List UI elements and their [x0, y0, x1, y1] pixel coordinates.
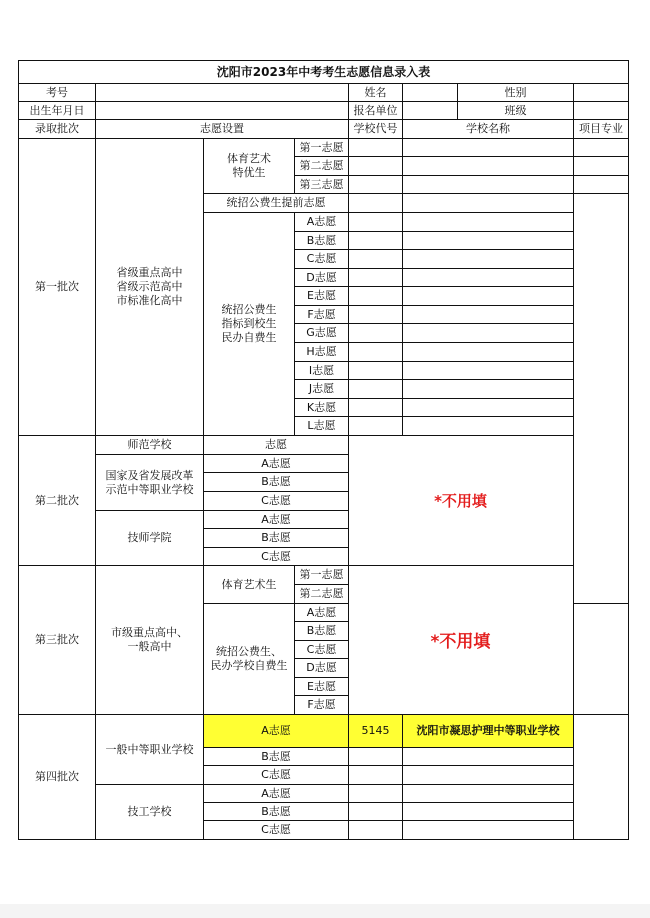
batch3-choice: D志愿	[294, 658, 349, 678]
batch3-choice: B志愿	[294, 621, 349, 641]
school-code-input[interactable]	[348, 820, 403, 840]
batch1-early-label: 统招公费生提前志愿	[203, 193, 349, 213]
school-code-input[interactable]	[348, 138, 403, 157]
birth-field[interactable]	[95, 101, 349, 120]
page-bottom-strip	[0, 904, 650, 918]
batch3-choice: A志愿	[294, 603, 349, 622]
school-code-input[interactable]	[348, 193, 403, 213]
school-code-input[interactable]	[348, 398, 403, 417]
school-name-input[interactable]	[402, 175, 574, 194]
batch1-choice: I志愿	[294, 361, 349, 380]
school-name-input[interactable]	[402, 784, 574, 803]
batch4-voc-choice: B志愿	[203, 747, 349, 766]
school-name-input[interactable]	[402, 342, 574, 362]
batch1-choice: J志愿	[294, 379, 349, 399]
school-name-input[interactable]	[402, 138, 574, 157]
name-label: 姓名	[348, 83, 403, 102]
batch1-choice: L志愿	[294, 416, 349, 436]
school-code-input[interactable]	[348, 342, 403, 362]
school-name-input[interactable]	[402, 379, 574, 399]
batch1-choice: H志愿	[294, 342, 349, 362]
batch1-choice: E志愿	[294, 286, 349, 306]
school-code-input[interactable]	[348, 379, 403, 399]
selected-school-code[interactable]: 5145	[348, 714, 403, 748]
batch3-choice: C志愿	[294, 640, 349, 659]
batch2-tech-choice: C志愿	[203, 547, 349, 566]
batch4-vocational-label: 一般中等职业学校	[95, 714, 204, 785]
batch4-technical-label: 技工学校	[95, 784, 204, 840]
school-code-input[interactable]	[348, 416, 403, 436]
batch2-reform-choice: C志愿	[203, 491, 349, 511]
school-code-input[interactable]	[348, 249, 403, 269]
school-code-input[interactable]	[348, 305, 403, 324]
batch4-tech-choice: B志愿	[203, 802, 349, 821]
batch3-sports-label: 体育艺术生	[203, 565, 295, 604]
form-title: 沈阳市2023年中考考生志愿信息录入表	[18, 60, 629, 84]
school-code-input[interactable]	[348, 747, 403, 766]
school-name-input[interactable]	[402, 286, 574, 306]
school-name-input[interactable]	[402, 398, 574, 417]
reg-unit-label: 报名单位	[348, 101, 403, 120]
school-code-input[interactable]	[348, 361, 403, 380]
batch3-schools: 市级重点高中、 一般高中	[95, 565, 204, 715]
major-column-block	[573, 603, 629, 715]
gender-field[interactable]	[573, 83, 629, 102]
col-batch: 录取批次	[18, 119, 96, 139]
school-name-input[interactable]	[402, 268, 574, 287]
batch1-unified-label: 统招公费生 指标到校生 民办自费生	[203, 212, 295, 436]
batch2-reform-label: 国家及省发展改革 示范中等职业学校	[95, 454, 204, 511]
school-name-input[interactable]	[402, 305, 574, 324]
batch4-tech-choice: C志愿	[203, 820, 349, 840]
school-code-input[interactable]	[348, 175, 403, 194]
batch1-choice: D志愿	[294, 268, 349, 287]
class-label: 班级	[457, 101, 574, 120]
school-code-input[interactable]	[348, 784, 403, 803]
school-code-input[interactable]	[348, 212, 403, 232]
school-name-input[interactable]	[402, 765, 574, 785]
school-code-input[interactable]	[348, 231, 403, 250]
school-name-input[interactable]	[402, 747, 574, 766]
school-name-input[interactable]	[402, 249, 574, 269]
school-name-input[interactable]	[402, 231, 574, 250]
major-input[interactable]	[573, 138, 629, 157]
school-name-input[interactable]	[402, 212, 574, 232]
school-code-input[interactable]	[348, 802, 403, 821]
col-major: 项目专业	[573, 119, 629, 139]
school-code-input[interactable]	[348, 268, 403, 287]
exam-no-label: 考号	[18, 83, 96, 102]
school-code-input[interactable]	[348, 286, 403, 306]
school-name-input[interactable]	[402, 193, 574, 213]
batch2-reform-choice: A志愿	[203, 454, 349, 473]
batch1-choice: K志愿	[294, 398, 349, 417]
major-column-block	[573, 714, 629, 840]
batch2-tech-choice: B志愿	[203, 528, 349, 548]
major-column-block	[573, 193, 629, 604]
batch2-label: 第二批次	[18, 435, 96, 566]
school-name-input[interactable]	[402, 820, 574, 840]
batch4-voc-choice: C志愿	[203, 765, 349, 785]
school-name-input[interactable]	[402, 323, 574, 343]
school-name-input[interactable]	[402, 361, 574, 380]
batch3-label: 第三批次	[18, 565, 96, 715]
batch4-tech-choice: A志愿	[203, 784, 349, 803]
school-name-input[interactable]	[402, 416, 574, 436]
major-input[interactable]	[573, 156, 629, 176]
selected-school-name[interactable]: 沈阳市凝思护理中等职业学校	[402, 714, 574, 748]
birth-label: 出生年月日	[18, 101, 96, 120]
batch1-choice: A志愿	[294, 212, 349, 232]
col-setting: 志愿设置	[95, 119, 349, 139]
batch3-choice: F志愿	[294, 695, 349, 715]
school-code-input[interactable]	[348, 156, 403, 176]
batch1-choice: B志愿	[294, 231, 349, 250]
gender-label: 性别	[457, 83, 574, 102]
major-input[interactable]	[573, 175, 629, 194]
batch4-voc-choice: A志愿	[203, 714, 349, 748]
batch4-label: 第四批次	[18, 714, 96, 840]
school-name-input[interactable]	[402, 802, 574, 821]
batch2-normal-label: 师范学校	[95, 435, 204, 455]
batch1-choice: F志愿	[294, 305, 349, 324]
batch1-schools: 省级重点高中 省级示范高中 市标准化高中	[95, 138, 204, 436]
batch3-unified-label: 统招公费生、 民办学校自费生	[203, 603, 295, 715]
batch1-choice: G志愿	[294, 323, 349, 343]
batch3-sports-choice: 第二志愿	[294, 584, 349, 604]
batch1-sports-choice: 第二志愿	[294, 156, 349, 176]
school-code-input[interactable]	[348, 323, 403, 343]
batch2-tech-choice: A志愿	[203, 510, 349, 529]
reg-unit-field[interactable]	[402, 101, 458, 120]
exam-no-field[interactable]	[95, 83, 349, 102]
batch1-sports-label: 体育艺术 特优生	[203, 138, 295, 194]
batch3-notice: *不用填	[430, 632, 491, 652]
name-field[interactable]	[402, 83, 458, 102]
class-field[interactable]	[573, 101, 629, 120]
batch3-sports-choice: 第一志愿	[294, 565, 349, 585]
school-code-input[interactable]	[348, 765, 403, 785]
batch3-choice: E志愿	[294, 677, 349, 696]
batch2-reform-choice: B志愿	[203, 472, 349, 492]
batch1-label: 第一批次	[18, 138, 96, 436]
col-school: 学校名称	[402, 119, 574, 139]
batch1-sports-choice: 第一志愿	[294, 138, 349, 157]
batch1-choice: C志愿	[294, 249, 349, 269]
school-name-input[interactable]	[402, 156, 574, 176]
col-code: 学校代号	[348, 119, 403, 139]
batch2-normal-choice: 志愿	[203, 435, 349, 455]
batch2-tech-label: 技师学院	[95, 510, 204, 566]
batch2-notice: *不用填	[434, 491, 487, 510]
batch1-sports-choice: 第三志愿	[294, 175, 349, 194]
